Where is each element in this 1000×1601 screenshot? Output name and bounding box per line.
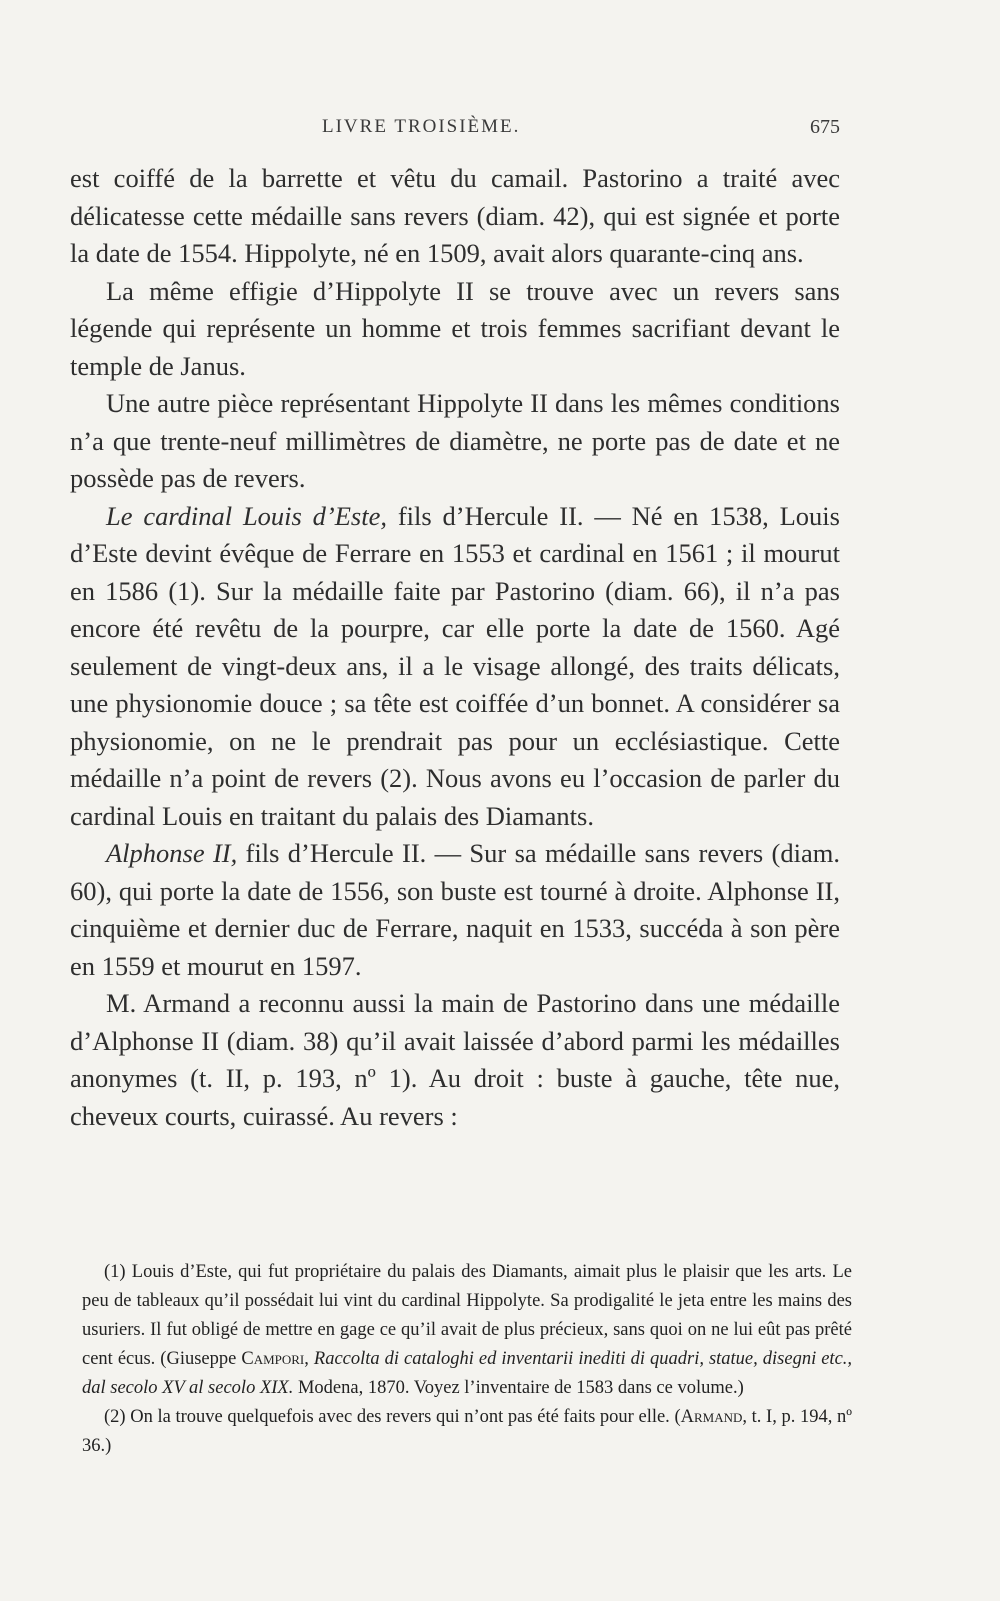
footnote-1-text-b: Modena, 1870. Voyez l’inventaire de 1583 dans ce volume.) — [293, 1378, 744, 1398]
footnote-2-text-a: (2) On la trouve quelquefois avec des revers qui n’ont pas été faits pour elle. ( — [104, 1407, 681, 1427]
footnote-1-author: Campori — [241, 1349, 305, 1369]
paragraph-4-text: fils d’Hercule II. — Né en 1538, Louis d’Este devint évêque de Ferrare en 1553 et cardinal en 1561 ; il mourut en 1586 (1). Sur la médaille faite par Pastorino (diam. 66), il n’a pas encore été revêtu de la pourpre, car elle porte la date de 1560. Agé seulement de vingt-deux ans, il a le visage allongé, des traits délicats, une physionomie douce ; sa tête est coiffée d’un bonnet. A considérer sa physionomie, on ne le prendrait pas pour un ecclésiastique. Cette médaille n’a point de revers (2). Nous avons eu l’occasion de parler du cardinal Louis en traitant du palais des Diamants. — [70, 500, 840, 831]
footnotes — [82, 1258, 852, 1461]
footnote-2 — [82, 1403, 852, 1461]
page-number: 675 — [810, 116, 840, 138]
running-head: LIVRE TROISIÈME. — [322, 116, 521, 137]
main-text — [70, 160, 840, 1135]
footnote-1-text-a: (1) Louis d’Este, qui fut propriétaire du palais des Diamants, aimait plus le plaisir que les arts. Le peu de tableaux qu’il possédait lui vint du cardinal Hippolyte. Sa prodigalité le jeta entre les mains des usuriers. Il fut obligé de mettre en gage ce qu’il avait de plus précieux, sans quoi on ne lui eût pas prêté cent écus. (Giuseppe — [82, 1262, 852, 1369]
page-header — [70, 116, 840, 146]
footnote-1-title: Raccolta di cataloghi ed inventarii inediti di quadri, statue, disegni etc., dal secolo XV al secolo XIX. — [82, 1349, 853, 1398]
footnote-2-text-b: , t. I, p. 194, nº 36.) — [82, 1407, 852, 1456]
heading-louis-d-este: Le cardinal Louis d’Este, — [106, 500, 387, 531]
footnote-1 — [82, 1258, 852, 1403]
paragraph-5 — [70, 835, 840, 985]
paragraph-1: est coiffé de la barrette et vêtu du camail. Pastorino a traité avec délicatesse cette médaille sans revers (diam. 42), qui est signée et porte la date de 1554. Hippolyte, né en 1509, avait alors quarante-cinq ans. — [70, 163, 840, 268]
paragraph-6: M. Armand a reconnu aussi la main de Pastorino dans une médaille d’Alphonse II (diam. 38) qu’il avait laissée d’abord parmi les médailles anonymes (t. II, p. 193, nº 1). Au droit : buste à gauche, tête nue, cheveux courts, cuirassé. Au revers : — [70, 988, 840, 1131]
footnote-1-sep: , — [304, 1349, 314, 1369]
paragraph-5-text: fils d’Hercule II. — Sur sa médaille sans revers (diam. 60), qui porte la date de 1556, son buste est tourné à droite. Alphonse II, cinquième et dernier duc de Ferrare, naquit en 1533, succéda à son père en 1559 et mourut en 1597. — [70, 838, 840, 981]
paragraph-2: La même effigie d’Hippolyte II se trouve avec un revers sans légende qui représente un homme et trois femmes sacrifiant devant le temple de Janus. — [70, 275, 840, 381]
paragraph-3: Une autre pièce représentant Hippolyte II dans les mêmes conditions n’a que trente-neuf millimètres de diamètre, ne porte pas de date et ne possède pas de revers. — [70, 388, 840, 493]
paragraph-4 — [70, 498, 840, 836]
footnote-2-author: Armand — [680, 1407, 743, 1427]
heading-alphonse-ii: Alphonse II, — [106, 838, 238, 868]
